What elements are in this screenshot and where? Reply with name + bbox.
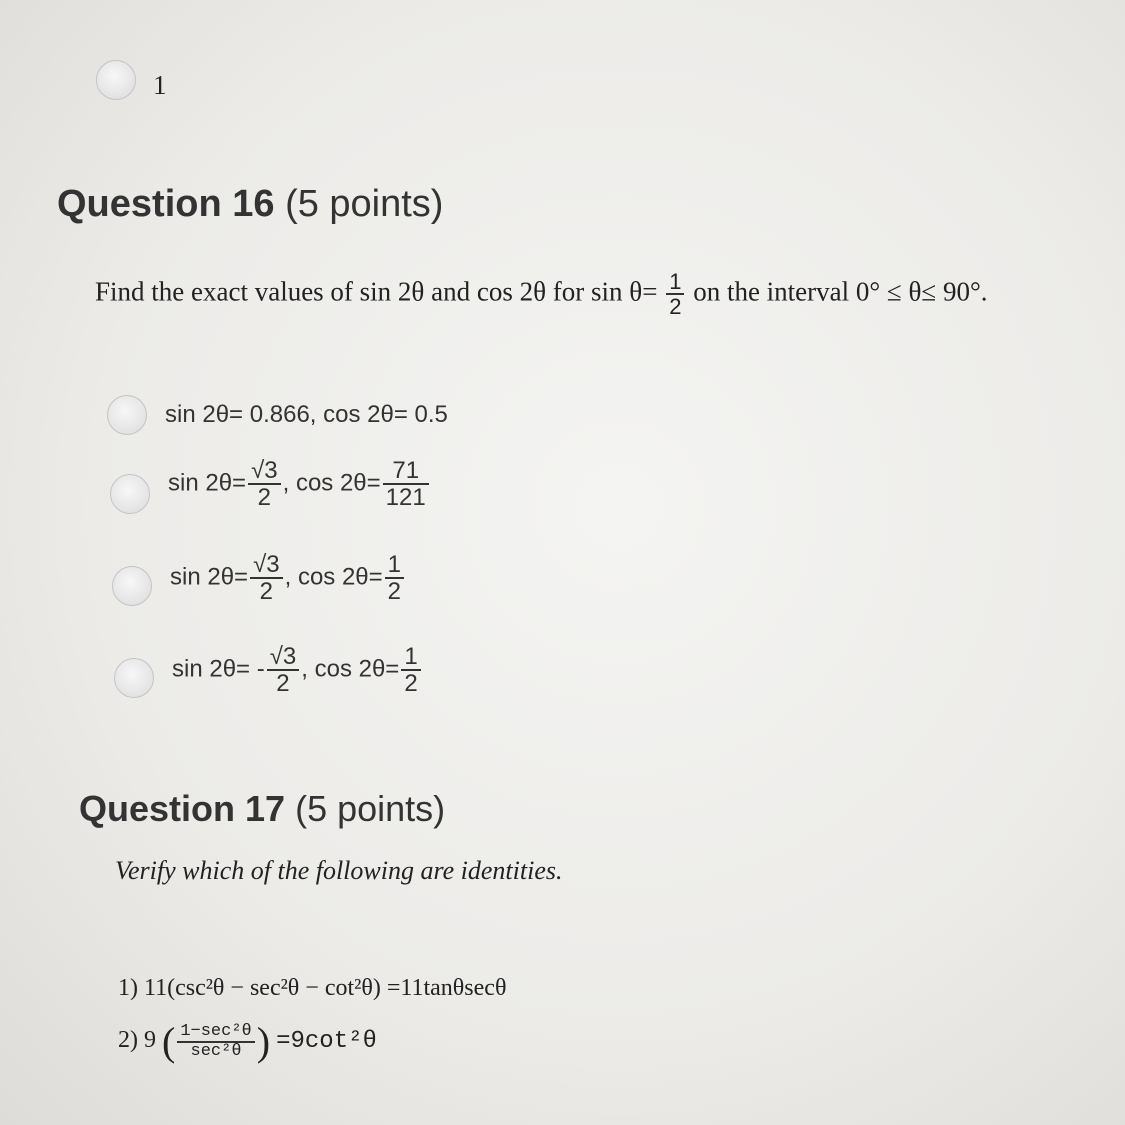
identity-item-2-prefix: 2) 9 xyxy=(118,1027,156,1054)
previous-answer-radio[interactable] xyxy=(96,60,136,100)
option-d-separator: , xyxy=(301,655,308,683)
prompt-part1: Find the exact values of sin 2θ and cos 2θ for sin θ= xyxy=(95,276,658,307)
option-b-sin-label: sin 2θ= xyxy=(168,469,247,497)
option-a-text: sin 2θ= 0.866, cos 2θ= 0.5 xyxy=(165,401,448,428)
option-c-cos-denominator: 2 xyxy=(387,578,402,606)
option-c-sin-denominator: 2 xyxy=(259,578,273,606)
previous-answer-label: 1 xyxy=(153,70,167,100)
question-16-points: (5 points) xyxy=(285,183,444,225)
question-17-points: (5 points) xyxy=(295,788,446,829)
identity-item-2-numerator: 1−sec²θ xyxy=(177,1023,254,1043)
option-c-cos-label: cos 2θ= xyxy=(297,563,383,591)
given-fraction-denominator: 2 xyxy=(669,294,682,320)
option-b-sin-numerator: √3 xyxy=(248,458,281,485)
given-fraction-numerator: 1 xyxy=(666,270,684,295)
option-b-cos-numerator: 71 xyxy=(383,458,429,485)
option-d-cos-numerator: 1 xyxy=(401,644,420,671)
identity-item-2-rhs: =9cot²θ xyxy=(276,1028,377,1056)
question-16-title xyxy=(57,183,443,226)
option-d-cos-label: cos 2θ= xyxy=(314,655,400,683)
option-b-separator: , xyxy=(282,469,290,497)
option-b-cos-label: cos 2θ= xyxy=(295,469,381,497)
option-c-sin-numerator: √3 xyxy=(250,552,283,579)
identity-item-2-denominator: sec²θ xyxy=(190,1041,242,1061)
question-17-heading: Question 17 xyxy=(79,788,286,829)
option-d-sin-label: sin 2θ= - xyxy=(172,655,265,683)
option-d-radio[interactable] xyxy=(114,658,154,698)
option-c-cos-numerator: 1 xyxy=(385,552,404,579)
option-b-radio[interactable] xyxy=(110,474,150,514)
question-17-prompt: Verify which of the following are identities. xyxy=(115,856,563,885)
option-c-text xyxy=(170,552,406,604)
option-b-sin-denominator: 2 xyxy=(257,484,271,512)
question-17-title xyxy=(79,788,445,830)
option-d-sin-denominator: 2 xyxy=(276,670,290,698)
option-d-sin-numerator: √3 xyxy=(267,644,300,671)
option-a-radio[interactable] xyxy=(107,395,147,435)
identity-item-2: 2) 9 ( $\frac{\text{1−sec²θ}}{\text{sec²θ}}$ ) =9cot²θ xyxy=(118,1019,377,1064)
option-c-radio[interactable] xyxy=(112,566,152,606)
option-d-text xyxy=(172,644,423,696)
option-c-sin-label: sin 2θ= xyxy=(170,563,249,591)
question-16-prompt xyxy=(95,270,988,318)
option-b-text xyxy=(168,458,431,510)
option-d-cos-denominator: 2 xyxy=(404,670,418,698)
identity-item-1: 1) 11(csc²θ − sec²θ − cot²θ) =11tanθsecθ xyxy=(118,975,507,1001)
question-16-heading: Question 16 xyxy=(57,183,275,225)
prompt-part2: on the interval 0° ≤ θ≤ 90°. xyxy=(693,276,988,307)
option-c-separator: , xyxy=(284,563,292,591)
option-b-cos-denominator: 121 xyxy=(385,484,426,512)
